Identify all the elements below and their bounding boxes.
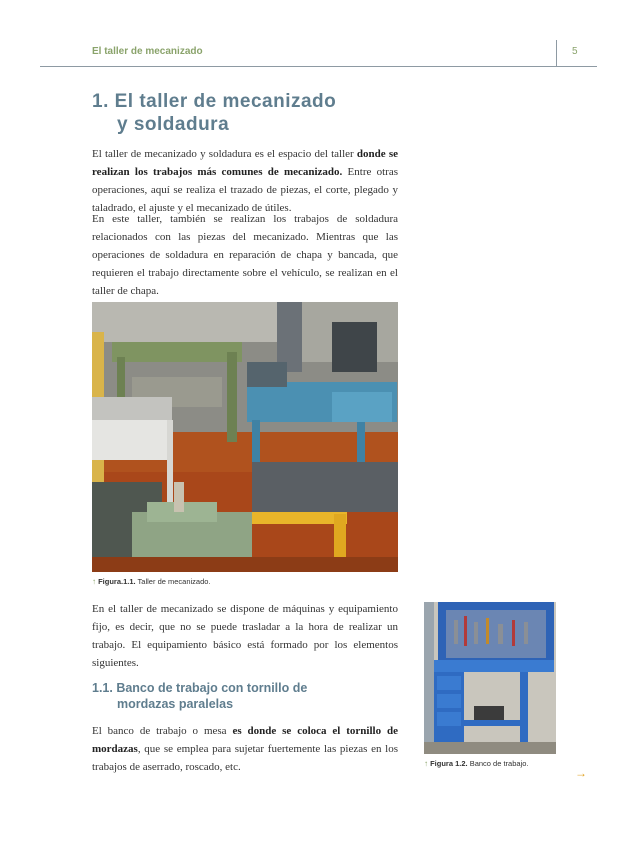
welding-paragraph: En este taller, también se realizan los trabajos de soldadura relacionados con las piezas del mecanizado. Mientras que las operaciones de soldadura en reparación de chapa y bancada, que requieren el trabajo directamente sobre el vehículo, se realizan en el taller de chapa. <box>92 213 398 297</box>
figure-1-1-caption: ↑ Figura.1.1. Taller de mecanizado. <box>92 577 211 586</box>
subsection-title-line2: mordazas paralelas <box>117 697 234 711</box>
workshop-photo <box>92 302 398 572</box>
figure-1-2-caption: ↑ Figura 1.2. Banco de trabajo. <box>424 759 529 768</box>
section-title-line2: y soldadura <box>117 114 230 135</box>
workbench-paragraph: El banco de trabajo o mesa es donde se coloca el tornillo de mordazas, que se emplea para sujetar fuertemente las piezas en los trabajos de aserrado, roscado, etc. <box>92 725 398 773</box>
workbench-illustration <box>424 602 556 754</box>
section-title-line1: 1. El taller de mecanizado <box>92 91 337 112</box>
page-number: 5 <box>572 46 578 57</box>
header-rule <box>40 66 597 67</box>
arrow-up-icon: ↑ <box>424 759 428 768</box>
subsection-title-line1: 1.1. Banco de trabajo con tornillo de <box>92 681 308 695</box>
arrow-right-icon[interactable]: → <box>575 766 587 780</box>
subsection-title <box>92 680 402 712</box>
header-vertical-rule <box>556 40 557 66</box>
workbench-photo <box>424 602 556 754</box>
arrow-up-icon: ↑ <box>92 577 96 586</box>
workshop-illustration <box>92 302 398 572</box>
equipment-paragraph: En el taller de mecanizado se dispone de máquinas y equipamiento fijo, es decir, que no se puede trasladar a la hora de realizar un trabajo. El equipamiento básico está formado por los elementos siguientes. <box>92 603 398 669</box>
section-title <box>92 90 412 136</box>
intro-paragraph: El taller de mecanizado y soldadura es el espacio del taller donde se realizan los trabajos más comunes de mecanizado. Entre otras operaciones, aquí se realiza el trazado de piezas, el corte, plegado y taladrado, el ajuste y el mecanizado de útiles. <box>92 148 398 214</box>
running-head: El taller de mecanizado <box>92 46 203 57</box>
